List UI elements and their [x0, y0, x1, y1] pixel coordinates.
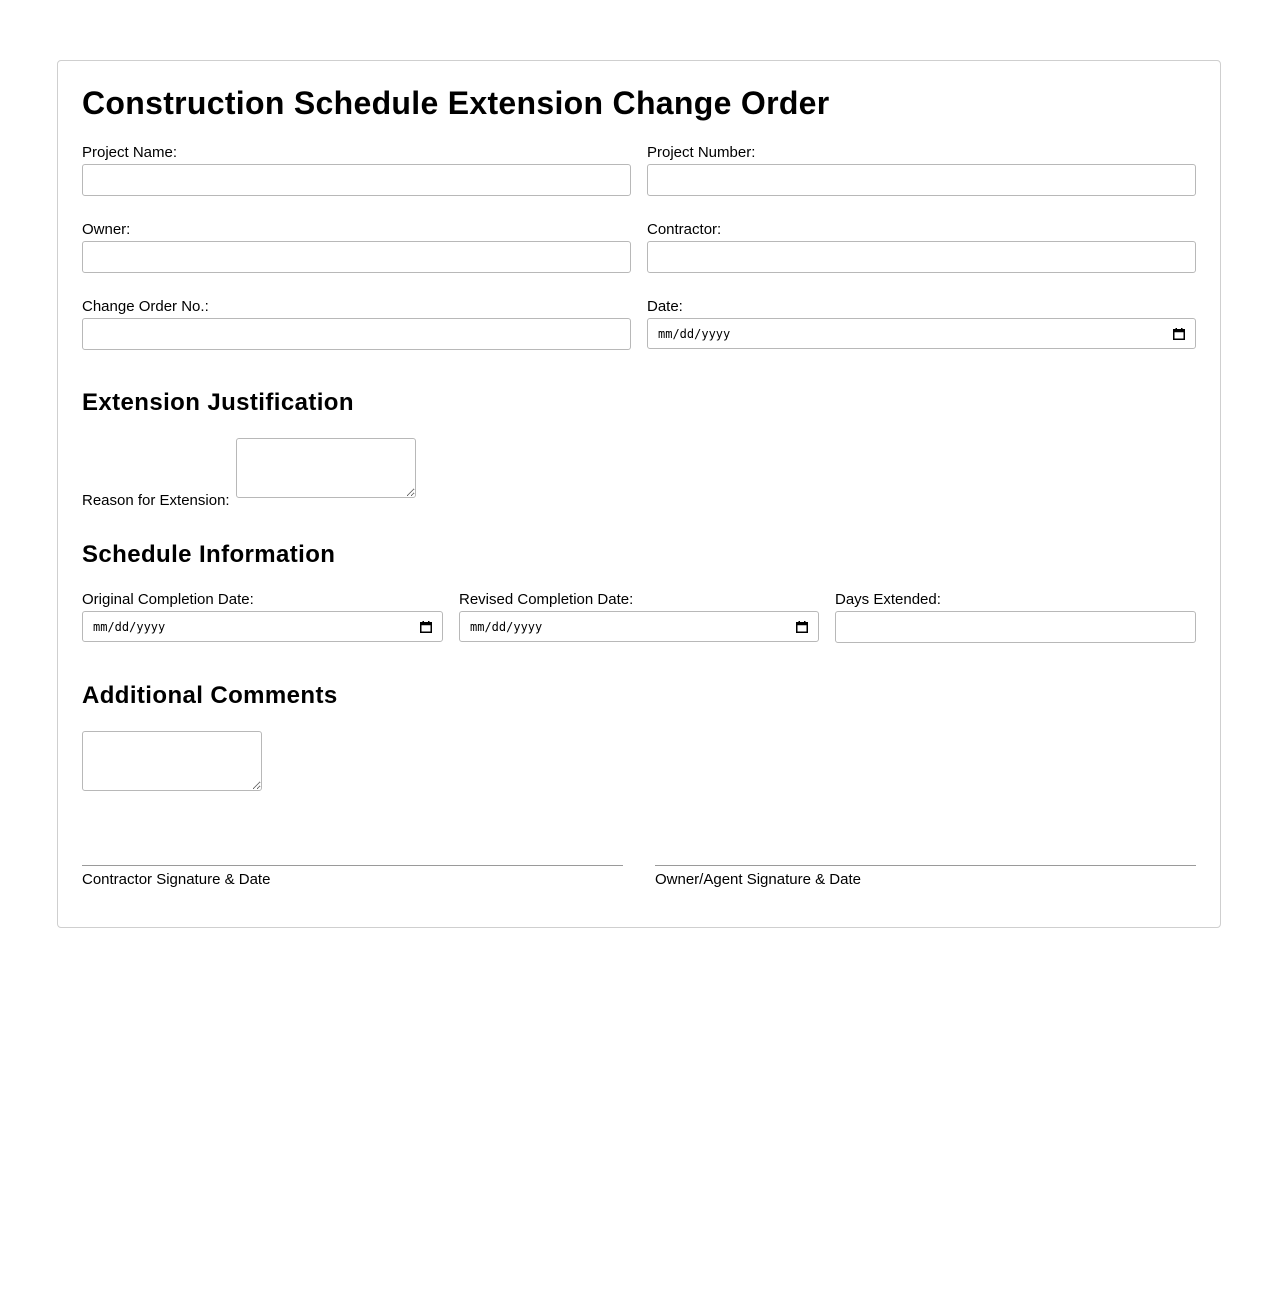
- project-number-label: Project Number:: [647, 144, 756, 161]
- original-completion-date-label: Original Completion Date:: [82, 591, 254, 608]
- date-input[interactable]: [647, 318, 1196, 349]
- revised-completion-date-input[interactable]: [459, 611, 819, 642]
- contractor-signature-line[interactable]: [82, 865, 623, 866]
- date-input-placeholder: mm/dd/yyyy: [658, 326, 731, 341]
- calendar-icon[interactable]: [1173, 328, 1185, 340]
- project-number-input[interactable]: [647, 164, 1196, 196]
- extension-justification-heading: Extension Justification: [82, 389, 354, 416]
- change-order-no-label: Change Order No.:: [82, 298, 209, 315]
- days-extended-input[interactable]: [835, 611, 1196, 643]
- owner-signature-line[interactable]: [655, 865, 1196, 866]
- reason-for-extension-textarea[interactable]: [236, 438, 416, 498]
- contractor-input[interactable]: [647, 241, 1196, 273]
- owner-signature-label: Owner/Agent Signature & Date: [655, 871, 861, 888]
- original-completion-date-placeholder: mm/dd/yyyy: [93, 619, 166, 634]
- revised-completion-date-label: Revised Completion Date:: [459, 591, 634, 608]
- reason-for-extension-label: Reason for Extension:: [82, 492, 230, 509]
- additional-comments-textarea[interactable]: [82, 731, 262, 791]
- revised-completion-date-placeholder: mm/dd/yyyy: [470, 619, 543, 634]
- owner-label: Owner:: [82, 221, 131, 238]
- change-order-no-input[interactable]: [82, 318, 631, 350]
- contractor-label: Contractor:: [647, 221, 722, 238]
- project-name-input[interactable]: [82, 164, 631, 196]
- page-title: Construction Schedule Extension Change Order: [82, 85, 830, 121]
- additional-comments-heading: Additional Comments: [82, 682, 338, 709]
- schedule-information-heading: Schedule Information: [82, 541, 336, 568]
- date-label: Date:: [647, 298, 683, 315]
- owner-input[interactable]: [82, 241, 631, 273]
- contractor-signature-label: Contractor Signature & Date: [82, 871, 271, 888]
- calendar-icon[interactable]: [420, 621, 432, 633]
- days-extended-label: Days Extended:: [835, 591, 941, 608]
- project-name-label: Project Name:: [82, 144, 178, 161]
- change-order-form: [57, 60, 1221, 928]
- original-completion-date-input[interactable]: [82, 611, 443, 642]
- calendar-icon[interactable]: [796, 621, 808, 633]
